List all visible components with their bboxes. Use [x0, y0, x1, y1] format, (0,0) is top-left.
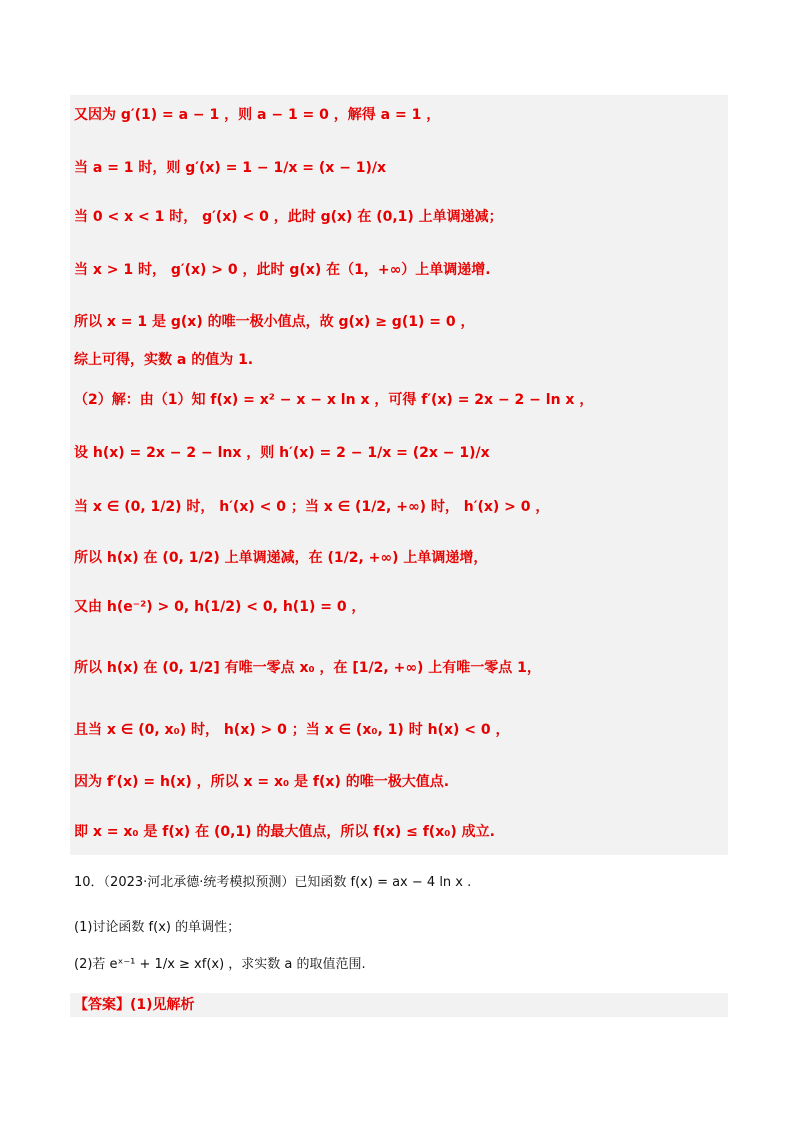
solution-line-11: 又由 h(e⁻²) > 0, h(1/2) < 0, h(1) = 0 ，	[74, 599, 366, 615]
solution-line-10: 所以 h(x) 在 (0, 1/2) 上单调递减，在 (1/2, +∞) 上单调递增，	[74, 550, 488, 566]
solution-line-6: 综上可得，实数 a 的值为 1.	[74, 352, 254, 368]
solution-line-15: 即 x = x₀ 是 f(x) 在 (0,1) 的最大值点，所以 f(x) ≤ f(x₀) 成立.	[74, 824, 495, 840]
solution-line-3: 当 0 < x < 1 时， g′(x) < 0 ，此时 g(x) 在 (0,1) 上单调递减；	[74, 209, 503, 225]
solution-line-8: 设 h(x) = 2x − 2 − lnx ，则 h′(x) = 2 − 1/x = (2x − 1)/x	[74, 445, 490, 461]
solution-line-12: 所以 h(x) 在 (0, 1/2] 有唯一零点 x₀ ，在 [1/2, +∞) 上有唯一零点 1，	[74, 660, 541, 676]
solution-line-7: （2）解：由（1）知 f(x) = x² − x − x ln x ，可得 f′(x) = 2x − 2 − ln x ，	[74, 392, 594, 408]
solution-line-4: 当 x > 1 时， g′(x) > 0 ，此时 g(x) 在（1，+∞）上单调递增.	[74, 262, 491, 278]
solution-line-9: 当 x ∈ (0, 1/2) 时， h′(x) < 0 ；当 x ∈ (1/2, +∞) 时， h′(x) > 0 ，	[74, 499, 550, 515]
problem-part-1: (1)讨论函数 f(x) 的单调性；	[74, 920, 241, 935]
solution-line-5: 所以 x = 1 是 g(x) 的唯一极小值点，故 g(x) ≥ g(1) = 0 ，	[74, 314, 475, 330]
solution-line-1: 又因为 g′(1) = a − 1 ，则 a − 1 = 0 ，解得 a = 1 ，	[74, 107, 441, 123]
solution-line-14: 因为 f′(x) = h(x) ，所以 x = x₀ 是 f(x) 的唯一极大值点.	[74, 774, 450, 790]
solution-line-13: 且当 x ∈ (0, x₀) 时， h(x) > 0 ；当 x ∈ (x₀, 1) 时 h(x) < 0 ，	[74, 722, 510, 738]
answer-label: 【答案】(1)见解析	[74, 997, 195, 1013]
problem-header: 10．（2023·河北承德·统考模拟预测）已知函数 f(x) = ax − 4 ln x .	[74, 875, 472, 890]
problem-part-2: (2)若 eˣ⁻¹ + 1/x ≥ xf(x) ，求实数 a 的取值范围.	[74, 957, 366, 972]
solution-line-2: 当 a = 1 时，则 g′(x) = 1 − 1/x = (x − 1)/x	[74, 160, 387, 176]
